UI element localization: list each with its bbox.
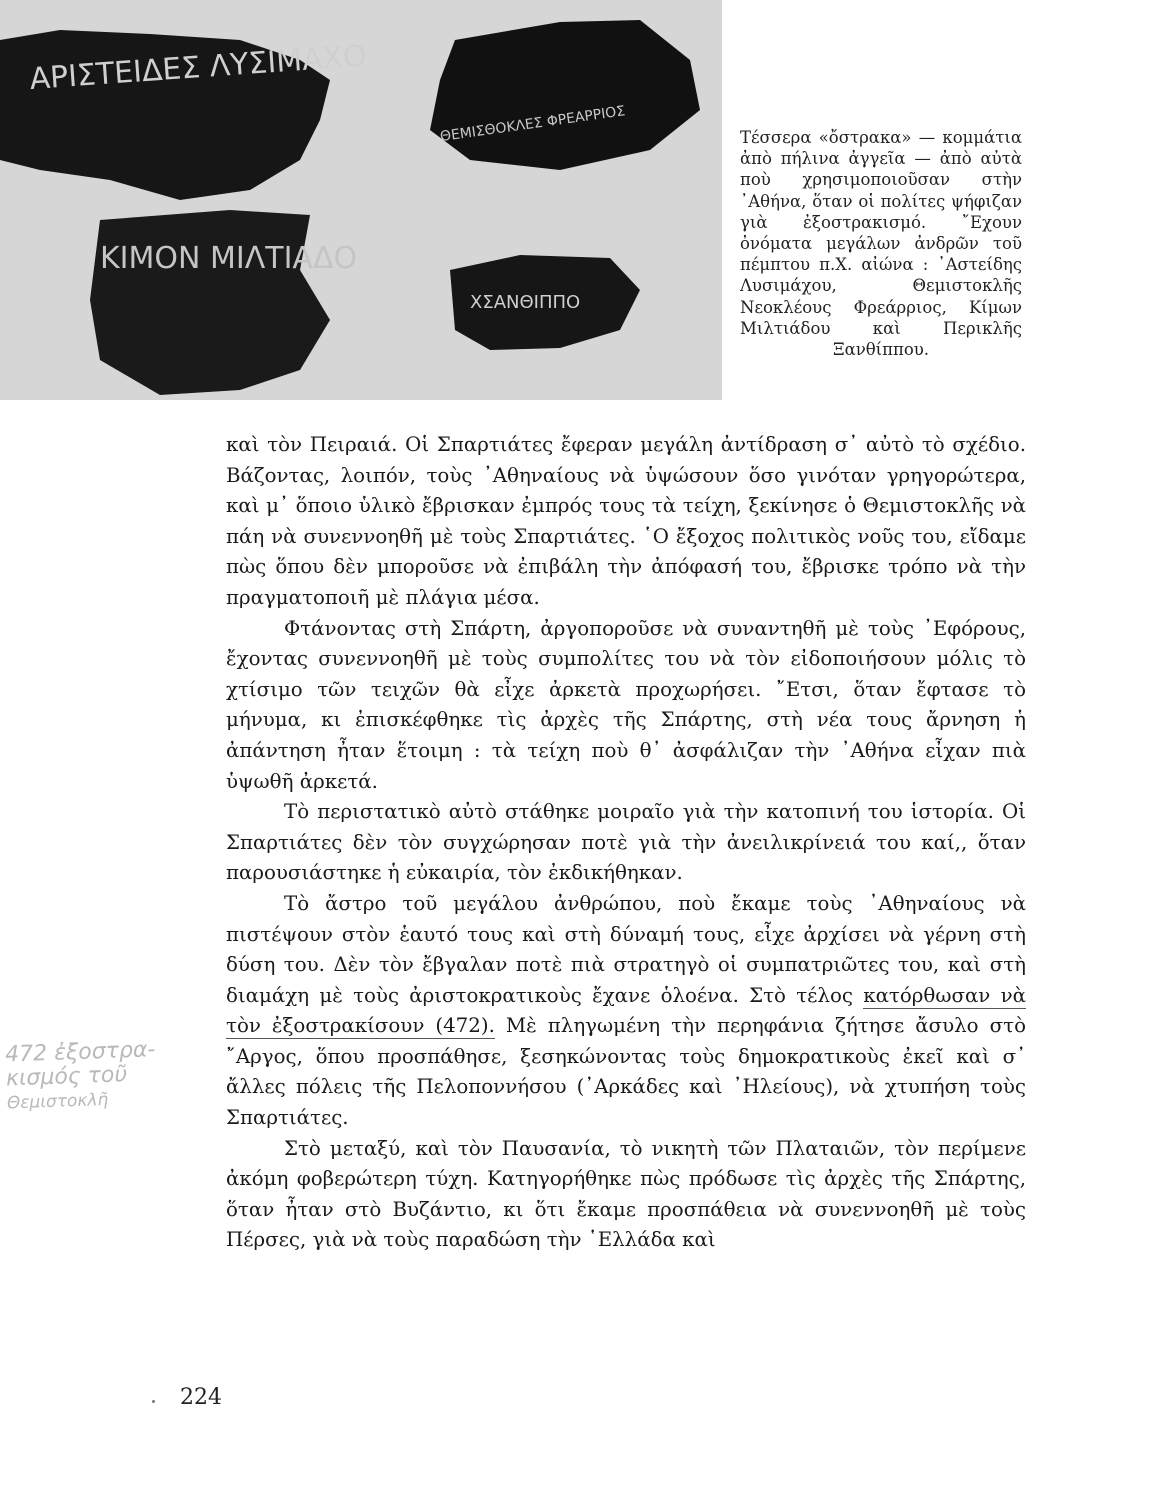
margin-note-line-3: Θεμιστοκλῆ <box>6 1089 109 1114</box>
paragraph-2: Φτάνοντας στὴ Σπάρτη, ἀργοποροῦσε νὰ συναντηθῆ μὲ τοὺς ᾽Εφόρους, ἔχοντας συνεννοηθῆ μὲ τοὺς συμπολίτες του νὰ τὸν εἰδοποιήσουν μόλις τὸ χτίσιμο τῶν τειχῶν θὰ εἶχε ἀρκετὰ προχωρήσει. ῎Ετσι, ὅταν ἔφτασε τὸ μήνυμα, κι ἐπισκέφθηκε τὶς ἀρχὲς τῆς Σπάρτης, στὴ νέα τους ἄρνηση ἡ ἀπάντηση ἦταν ἕτοιμη : τὰ τείχη ποὺ θ᾽ ἀσφάλιζαν τὴν ᾽Αθήνα εἶχαν πιὰ ὑψωθῆ ἀρκετά. <box>226 616 1026 793</box>
main-text <box>226 430 1026 1256</box>
paragraph-4-start: Τὸ ἄστρο τοῦ μεγάλου ἀνθρώπου, ποὺ ἔκαμε τοὺς ᾽Αθηναίους νὰ πιστέψουν στὸν ἑαυτό τους καὶ στὴ δύναμή τους, εἶχε ἀρχίσει νὰ γέρνη στὴ δύση του. Δὲν τὸν ἔβγαλαν ποτὲ πιὰ στρατηγὸ οἱ συμπατριῶτες του, καὶ στὴ διαμάχη μὲ τοὺς ἀριστοκρατικοὺς ἔχανε ὁλοένα. Στὸ τέλος <box>226 891 1026 1007</box>
paragraph-3: Τὸ περιστατικὸ αὐτὸ στάθηκε μοιραῖο γιὰ τὴν κατοπινή του ἱστορία. Οἱ Σπαρτιάτες δὲν τὸν συγχώρησαν ποτὲ γιὰ τὴν ἀνειλικρίνειά του καί,, ὅταν παρουσιάστηκε ἡ εὐκαιρία, τὸν ἐκδικήθηκαν. <box>226 800 1026 885</box>
ostraka-photo <box>0 0 722 400</box>
underlined-phrase: κατόρθωσαν νὰ τὸν ἐξοστρακίσουν (472). <box>226 983 1026 1038</box>
margin-note-line-2: κισμός τοῦ <box>5 1062 128 1092</box>
ostrakon-1-text-a: ΑΡΙΣΤΕΙΔΕΣ ΛΥΣΙΜΑΧΟ <box>28 38 368 98</box>
margin-note-line-1: 472 ἐξοστρα- <box>4 1037 156 1068</box>
page-number: 224 <box>180 1385 222 1410</box>
ostrakon-4-text: ΧΣΑΝΘΙΠΠΟ <box>470 292 581 313</box>
stray-mark <box>152 1400 155 1403</box>
ostraka-illustration <box>0 0 722 400</box>
paragraph-4-rest: Μὲ πληγωμένη τὴν περηφάνια ζήτησε ἄσυλο στὸ ῎Αργος, ὅπου προσπάθησε, ξεσηκώνοντας τοὺς δημοκρατικοὺς ἐκεῖ καὶ σ᾽ ἄλλες πόλεις τῆς Πελοποννήσου (᾽Αρκάδες καὶ ᾽Ηλείους), νὰ χτυπήση τοὺς Σπαρτιάτες. <box>226 1014 1026 1130</box>
ostrakon-2-text: ΘΕΜΙΣΘΟΚΛΕΣ ΦΡΕΑΡΡΙΟΣ <box>439 103 627 146</box>
photo-caption: Τέσσερα «ὄστρακα» — κομμάτια ἀπὸ πήλινα ἀγγεῖα — ἀπὸ αὐτὰ ποὺ χρησιμοποιοῦσαν στὴν ᾽Αθήνα, ὅταν οἱ πολίτες ψήφιζαν γιὰ ἐξοστρακισμό. ῎Εχουν ὀνόματα μεγάλων ἀνδρῶν τοῦ πέμπτου π.Χ. αἰώνα : ᾽Αστείδης Λυσιμάχου, Θεμιστοκλῆς Νεοκλέους Φρεάρριος, Κίμων Μιλτιάδου καὶ Περικλῆς Ξανθίππου. <box>740 128 1022 360</box>
paragraph-5: Στὸ μεταξύ, καὶ τὸν Παυσανία, τὸ νικητὴ τῶν Πλαταιῶν, τὸν περίμενε ἀκόμη φοβερώτερη τύχη. Κατηγορήθηκε πὼς πρόδωσε τὶς ἀρχὲς τῆς Σπάρτης, ὅταν ἦταν στὸ Βυζάντιο, κι ὅτι ἔκαμε προσπάθεια νὰ συνεννοηθῆ μὲ τοὺς Πέρσες, γιὰ νὰ τοὺς παραδώση τὴν ῾Ελλάδα καὶ <box>226 1136 1026 1252</box>
handwritten-margin-note <box>5 1037 207 1116</box>
paragraph-4 <box>226 889 1026 1134</box>
ostrakon-3-text: ΚΙΜΟΝ ΜΙΛΤΙΑΔΟ <box>100 241 358 276</box>
paragraph-1: καὶ τὸν Πειραιά. Οἱ Σπαρτιάτες ἔφεραν μεγάλη ἀντίδραση σ᾽ αὐτὸ τὸ σχέδιο. Βάζοντας, λοιπόν, τοὺς ᾽Αθηναίους νὰ ὑψώσουν ὅσο γινόταν γρηγορώτερα, καὶ μ᾽ ὅποιο ὑλικὸ ἔβρισκαν ἐμπρός τους τὰ τείχη, ξεκίνησε ὁ Θεμιστοκλῆς νὰ πάη νὰ συνεννοηθῆ μὲ τοὺς Σπαρτιάτες. ῾Ο ἔξοχος πολιτικὸς νοῦς του, εἴδαμε πὼς ὅπου δὲν μποροῦσε νὰ ἐπιβάλη τὴν ἀπόφασή του, ἔβρισκε τρόπο νὰ τὴν πραγματοποιῆ μὲ πλάγια μέσα. <box>226 433 1026 609</box>
ostrakon-shard-3 <box>90 210 330 395</box>
